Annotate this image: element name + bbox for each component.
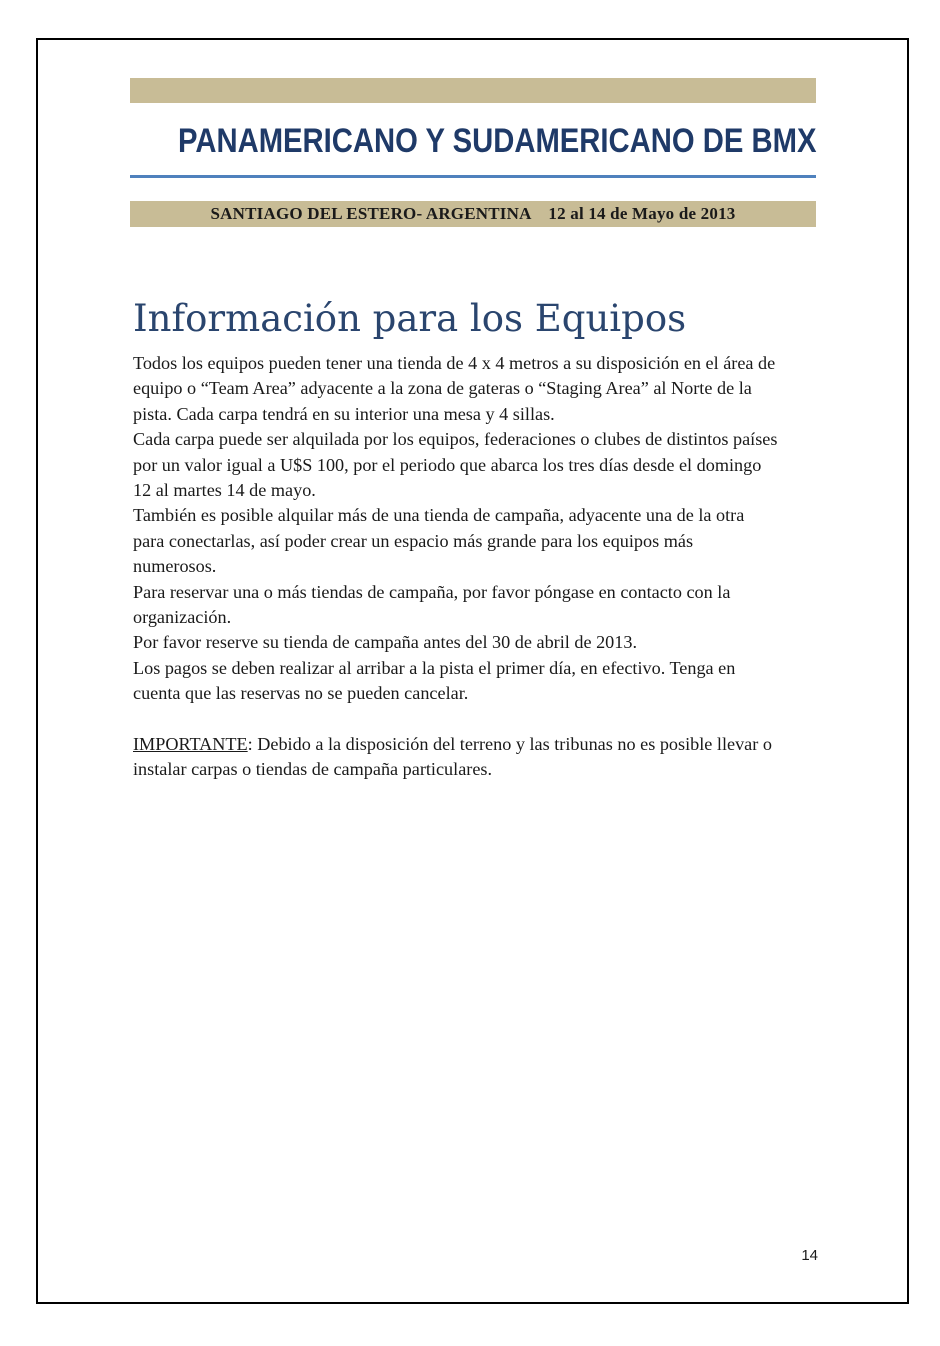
body-text [133,351,823,783]
body-line: Los pagos se deben realizar al arribar a la pista el primer día, en efectivo. Tenga en [133,657,736,678]
important-text: : Debido a la disposición del terreno y las tribunas no es posible llevar o [247,734,772,755]
section-heading: Información para los Equipos [133,296,687,340]
important-note [133,732,823,757]
body-line: por un valor igual a U$S 100, por el periodo que abarca los tres días desde el domingo [133,454,762,475]
body-line: pista. Cada carpa tendrá en su interior una mesa y 4 sillas. [133,403,555,424]
important-note-continued: instalar carpas o tiendas de campaña particulares. [133,759,493,780]
page-number: 14 [801,1247,818,1264]
document-title: PANAMERICANO Y SUDAMERICANO DE BMX [178,122,817,160]
important-label: IMPORTANTE [133,734,248,755]
body-line: Todos los equipos pueden tener una tienda de 4 x 4 metros a su disposición en el área de [133,353,776,373]
event-location-date: SANTIAGO DEL ESTERO- ARGENTINA 12 al 14 de Mayo de 2013 [210,204,736,223]
body-line: para conectarlas, así poder crear un espacio más grande para los equipos más [133,530,694,551]
body-line: También es posible alquilar más de una tienda de campaña, adyacente una de la otra [133,505,745,526]
subheader-band [130,201,816,227]
body-line: equipo o “Team Area” adyacente a la zona de gateras o “Staging Area” al Norte de la [133,378,752,399]
body-line: organización. [133,607,232,628]
body-line: Cada carpa puede ser alquilada por los equipos, federaciones o clubes de distintos países [133,429,778,450]
header-divider [130,175,816,178]
paragraph-gap [133,707,823,732]
body-line: 12 al martes 14 de mayo. [133,480,316,501]
body-line: cuenta que las reservas no se pueden cancelar. [133,683,469,704]
body-line: Por favor reserve su tienda de campaña antes del 30 de abril de 2013. [133,632,638,653]
header-top-band [130,78,816,103]
body-line: numerosos. [133,556,217,577]
body-line: Para reservar una o más tiendas de campaña, por favor póngase en contacto con la [133,581,731,602]
